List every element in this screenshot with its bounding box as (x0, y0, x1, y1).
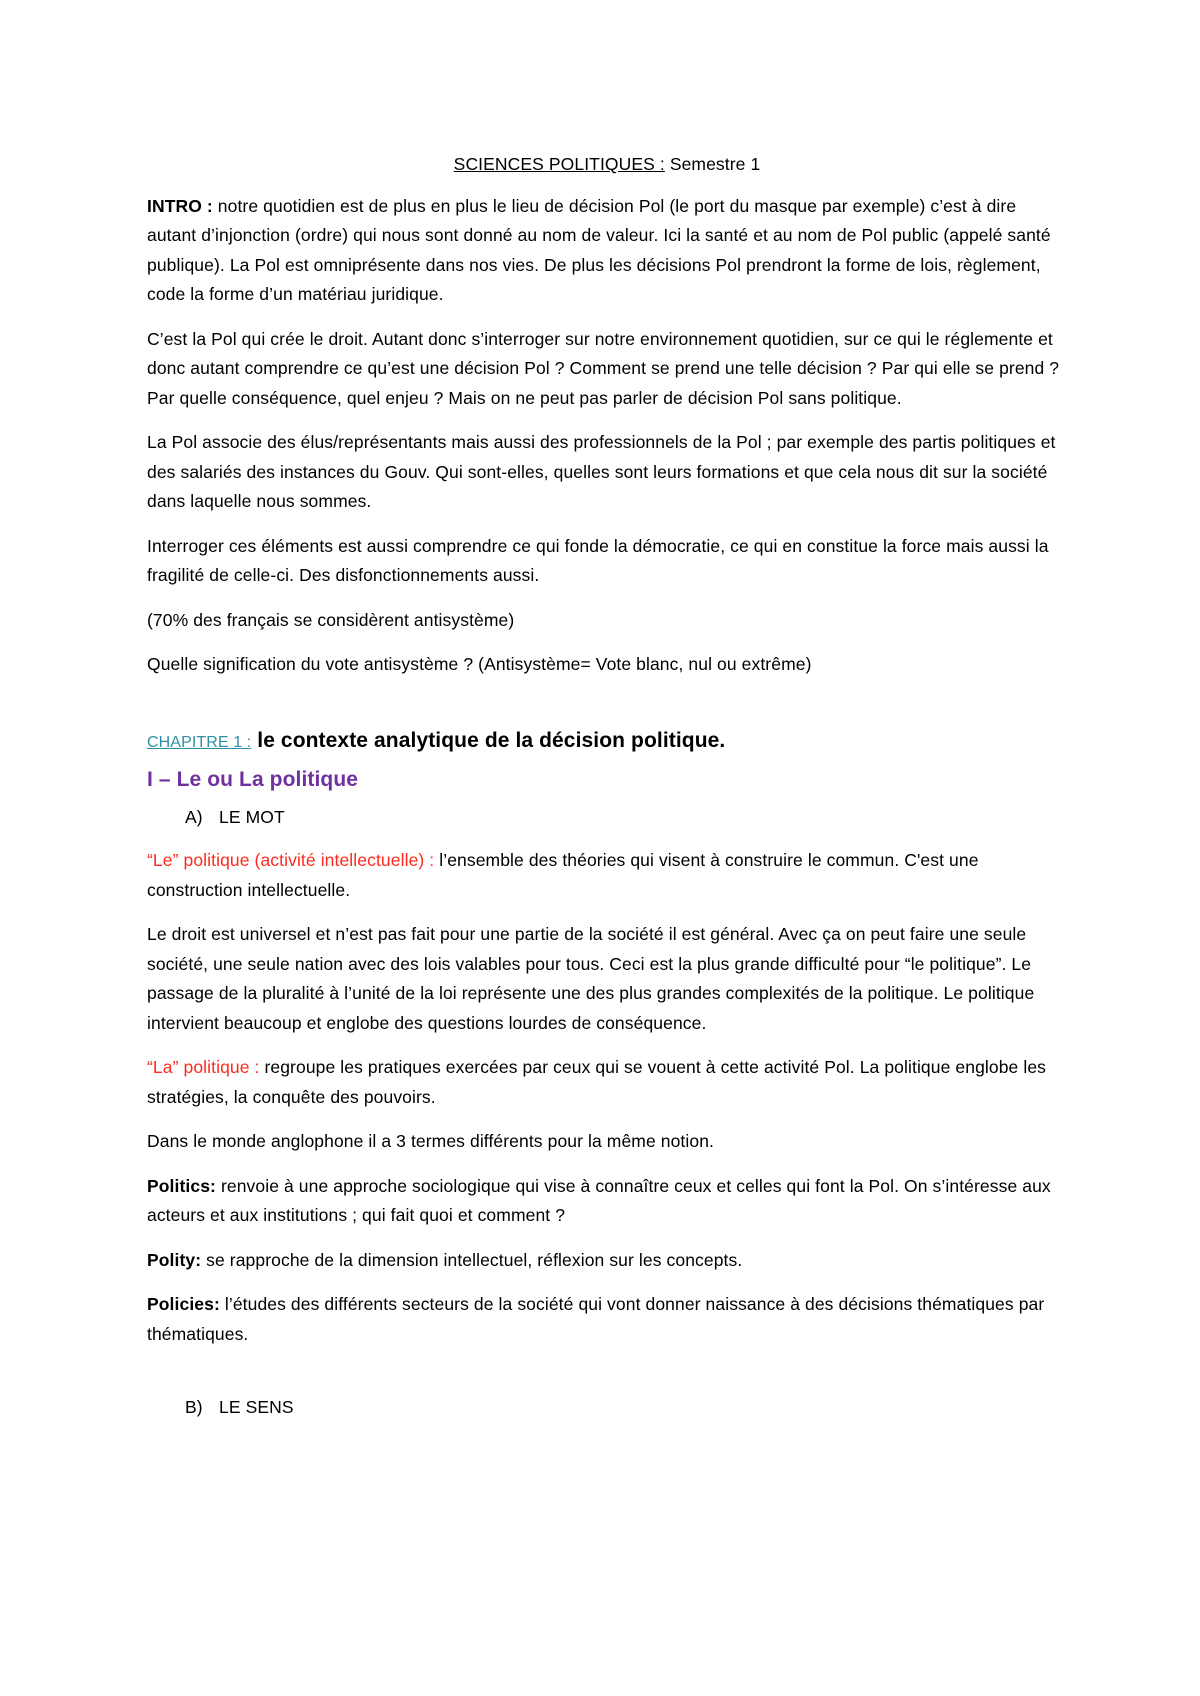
subsection-a (147, 803, 1067, 833)
paragraph-droit-pol: C’est la Pol qui crée le droit. Autant donc s’interroger sur notre environnement quotidien, sur ce qui le réglemente et donc autant comprendre ce qu’est une décision Pol ? Comment se prend une telle décision ? Par qui elle se prend ? Par quelle conséquence, quel enjeu ? Mais on ne peut pas parler de décision Pol sans politique. (147, 328, 1060, 408)
politics-label: Politics: (147, 1175, 216, 1196)
subsection-b (147, 1393, 1067, 1423)
politics-text: renvoie à une approche sociologique qui vise à connaître ceux et celles qui font la Pol. On s’intéresse aux acteurs et aux institutions ; qui fait quoi et comment ? (147, 1175, 1051, 1225)
section-title: I – Le ou La politique (147, 768, 359, 791)
intro-text: notre quotidien est de plus en plus le lieu de décision Pol (le port du masque par exemple) c’est à dire autant d’injonction (ordre) qui nous sont donné au nom de valeur. Ici la santé et au nom de Pol public (appelé santé publique). La Pol est omniprésente dans nos vies. De plus les décisions Pol prendront la forme de lois, règlement, code la forme d’un matériau juridique. (147, 195, 1051, 304)
la-politique-paragraph (147, 1053, 1067, 1112)
subsection-a-letter: A) (185, 806, 203, 827)
la-politique-text: regroupe les pratiques exercées par ceux qui se vouent à cette activité Pol. La politique englobe les stratégies, la conquête des pouvoirs. (147, 1057, 1047, 1107)
subsection-b-letter: B) (185, 1397, 203, 1417)
document-title (147, 150, 1067, 180)
policies-text: l’études des différents secteurs de la société qui vont donner naissance à des décisions thématiques par thématiques. (147, 1294, 1045, 1344)
chapter-heading (147, 726, 1067, 758)
le-politique-text: l’ensemble des théories qui visent à construire le commun. C'est une construction intellectuelle. (147, 850, 979, 900)
polity-label: Polity: (147, 1249, 202, 1270)
paragraph-antisysteme-stat: (70% des français se considèrent antisystème) (147, 609, 515, 630)
chapter-label: CHAPITRE 1 : (147, 733, 252, 751)
intro-paragraph (147, 192, 1067, 310)
paragraph-elus: La Pol associe des élus/représentants mais aussi des professionnels de la Pol ; par exemple des partis politiques et des salariés des instances du Gouv. Qui sont-elles, quelles sont leurs formations et que cela nous dit sur la société dans laquelle nous sommes. (147, 432, 1056, 511)
policies-paragraph (147, 1290, 1067, 1349)
paragraph-democratie: Interroger ces éléments est aussi comprendre ce qui fonde la démocratie, ce qui en constitue la force mais aussi la fragilité de celle-ci. Des disfonctionnements aussi. (147, 535, 1049, 585)
droit-paragraph: Le droit est universel et n’est pas fait pour une partie de la société il est général. Avec ça on peut faire une seule société, une seule nation avec des lois valables pour tous. Ceci est la plus grande difficulté pour “le politique”. Le passage de la pluralité à l’unité de la loi représente une des plus grandes complexités de la politique. Le politique intervient beaucoup et englobe des questions lourdes de conséquence. (147, 924, 1035, 1033)
le-politique-label: “Le” politique (activité intellectuelle) : (147, 850, 435, 870)
polity-paragraph (147, 1246, 1067, 1276)
chapter-title: le contexte analytique de la décision politique. (251, 728, 726, 752)
politics-paragraph (147, 1172, 1067, 1231)
title-underlined: SCIENCES POLITIQUES : (453, 154, 665, 174)
title-semester: Semestre 1 (664, 154, 761, 174)
intro-label: INTRO : (147, 195, 213, 216)
subsection-b-title: LE SENS (219, 1397, 294, 1417)
polity-text: se rapproche de la dimension intellectuel, réflexion sur les concepts. (201, 1249, 743, 1270)
anglophone-paragraph: Dans le monde anglophone il a 3 termes différents pour la même notion. (147, 1131, 715, 1151)
la-politique-label: “La” politique : (147, 1057, 260, 1077)
policies-label: Policies: (147, 1294, 220, 1314)
subsection-a-title: LE MOT (219, 806, 285, 827)
le-politique-paragraph (147, 846, 1067, 905)
document-body (147, 150, 1067, 1437)
paragraph-vote-antisysteme: Quelle signification du vote antisystème ? (Antisystème= Vote blanc, nul ou extrême) (147, 654, 812, 674)
